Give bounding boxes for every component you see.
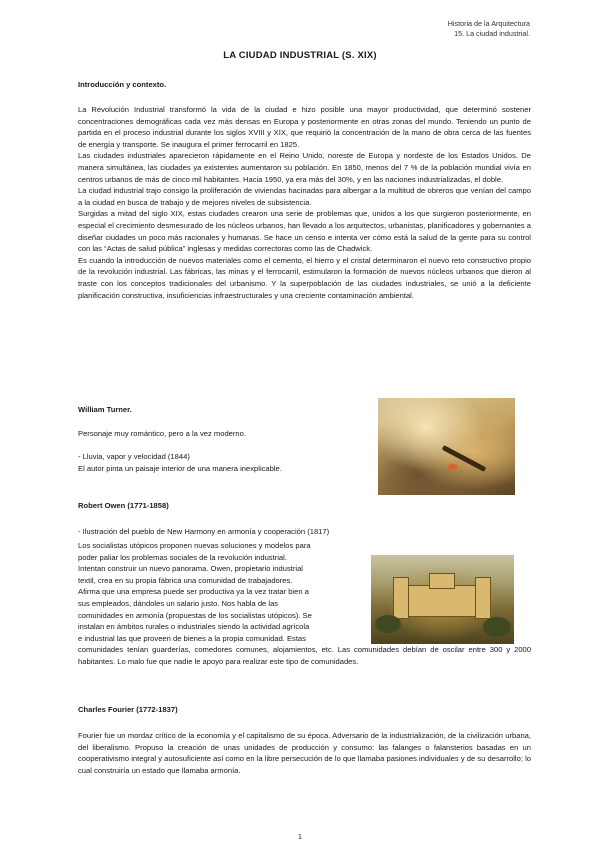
turner-heading: William Turner. bbox=[78, 405, 132, 414]
page-title: LA CIUDAD INDUSTRIAL (S. XIX) bbox=[223, 50, 377, 61]
owen-line: comunidades en armonía (propuestas de los socialistas utópicos). Se bbox=[78, 610, 312, 620]
turner-painting-image bbox=[378, 398, 515, 495]
owen-body bbox=[78, 540, 363, 644]
owen-heading: Robert Owen (1771-1858) bbox=[78, 501, 169, 510]
image-tree bbox=[375, 615, 401, 633]
owen-line: poder paliar los problemas sociales de la revolución industrial. bbox=[78, 552, 287, 562]
header-course: Historia de la Arquitectura bbox=[447, 19, 530, 28]
intro-section bbox=[78, 104, 531, 301]
header-chapter: 15. La ciudad industrial. bbox=[454, 29, 530, 38]
turner-section bbox=[78, 404, 368, 474]
owen-line: instalan en ámbitos rurales o industriales siendo la actividad agrícola bbox=[78, 622, 310, 632]
fourier-body bbox=[78, 730, 531, 776]
owen-line: textil, crea en su propia fábrica una comunidad de trabajadores. bbox=[78, 575, 293, 585]
turner-description: Personaje muy romántico, pero a la vez moderno. bbox=[78, 428, 246, 438]
owen-work-block bbox=[78, 526, 531, 538]
intro-paragraph-4: Surgidas a mitad del siglo XIX, estas ciudades crearon una serie de problemas que, unidos a los que surgieron posteriormente, en especial el crecimiento desmesurado de los núcleos urbanos, han llevado a los arquitectos, urbanistas, planificadores y gobernantes a diseñar ciudades un poco más racionales y humanas. Se hace un censo e intenta ver cómo está la salud de la gente para su control con las “Actas de salud pública” inglesas y medidas correctoras como las de Chadwick. bbox=[78, 209, 531, 254]
intro-paragraph-3: La ciudad industrial trajo consigo la proliferación de viviendas hacinadas para albergar a la multitud de obreros que venían del campo a la ciudad en busca de trabajo y de mejores niveles de subsistencia. bbox=[78, 186, 531, 207]
intro-paragraph-1: La Revolución Industrial transformó la vida de la ciudad e hizo posible una mayor productividad, que determinó sostener concentraciones demográficas cada vez más densas en Europa y posteriormente en otras zonas del mundo. Teniendo un punto de partida en el proceso industrial durante los siglos XVIII y XIX, que requirió la concentración de la mano de obra cerca de las fuentes de energía y transporte. Se inaugura el primer ferrocarril en 1825. bbox=[78, 105, 531, 149]
page-number: 1 bbox=[297, 832, 303, 841]
turner-work-description: El autor pinta un paisaje interior de una manera inexplicable. bbox=[78, 463, 282, 473]
fourier-paragraph: Fourier fue un mordaz crítico de la economía y el capitalismo de su época. Adversario de la industrialización, de la civilización urbana, del liberalismo. Propuso la creación de unas unidades de producción y consumo: las falanges o falansterios basadas en un cooperativismo integral y autosuficiente así como en la libre persecución de lo que llamaba pasiones individuales y de su desarrollo; lo cual construiría un estado que llamaba armonía. bbox=[78, 731, 531, 775]
intro-heading-block bbox=[78, 79, 531, 91]
image-building-tower bbox=[475, 577, 491, 619]
running-header bbox=[448, 19, 530, 39]
owen-tail-paragraph: comunidades tenían guarderías, comedores comunes, alojamientos, etc. Las comunidades debían de oscilar entre 300 y 2000 habitantes. Lo malo fue que nadie le apoyo para realizar este tipo de comunidades. bbox=[78, 645, 531, 666]
image-building-center bbox=[429, 573, 455, 589]
image-tree bbox=[483, 617, 511, 637]
image-building-main bbox=[401, 585, 483, 617]
turner-work-title: - Lluvia, vapor y velocidad (1844) bbox=[78, 452, 190, 462]
owen-line: Intentan construir un nuevo panorama. Owen, propietario industrial bbox=[78, 564, 303, 574]
owen-line: sus empleados, dándoles un salario justo. Nos habla de las bbox=[78, 598, 279, 608]
fourier-heading-block bbox=[78, 704, 531, 716]
owen-line: Afirma que una empresa puede ser productiva ya la vez tratar bien a bbox=[78, 587, 309, 597]
painting-firebox-shape bbox=[448, 464, 458, 470]
owen-line: e industrial las que proveen de bienes a la propia comunidad. Estas bbox=[78, 633, 306, 643]
intro-paragraph-2: Las ciudades industriales aparecieron rápidamente en el Reino Unido, noreste de Europa y nordeste de los Estados Unidos. De manera simultánea, las ciudades ya existentes aumentaron su población. En 1850, menos del 7 % de la población mundial vivía en centros urbanos de más de cinco mil habitantes. Hacia 1950, ya era más del 30%, y en las naciones industrializadas, el doble. bbox=[78, 151, 531, 184]
fourier-heading: Charles Fourier (1772-1837) bbox=[78, 705, 178, 714]
intro-heading: Introducción y contexto. bbox=[78, 80, 167, 89]
owen-work-title: - Ilustración del pueblo de New Harmony en armonía y cooperación (1817) bbox=[78, 527, 330, 536]
intro-paragraph-5: Es cuando la introducción de nuevos materiales como el cemento, el hierro y el cristal determinaron el nuevo reto constructivo propio de la revolución industrial. Las fábricas, las minas y el ferrocarril, estimularon la formación de nuevos núcleos urbanos que dieron al traste con los conceptos tradicionales del urbanismo. Y la superpoblación de las ciudades industriales, se unió a la deficiente planificación constructiva, insuficiencias infraestructurales y una creciente contaminación ambiental. bbox=[78, 255, 531, 300]
new-harmony-image bbox=[371, 555, 514, 644]
owen-tail bbox=[78, 644, 531, 667]
owen-heading-block bbox=[78, 500, 531, 512]
image-building-tower bbox=[393, 577, 409, 619]
owen-line: Los socialistas utópicos proponen nuevas soluciones y modelos para bbox=[78, 541, 311, 550]
